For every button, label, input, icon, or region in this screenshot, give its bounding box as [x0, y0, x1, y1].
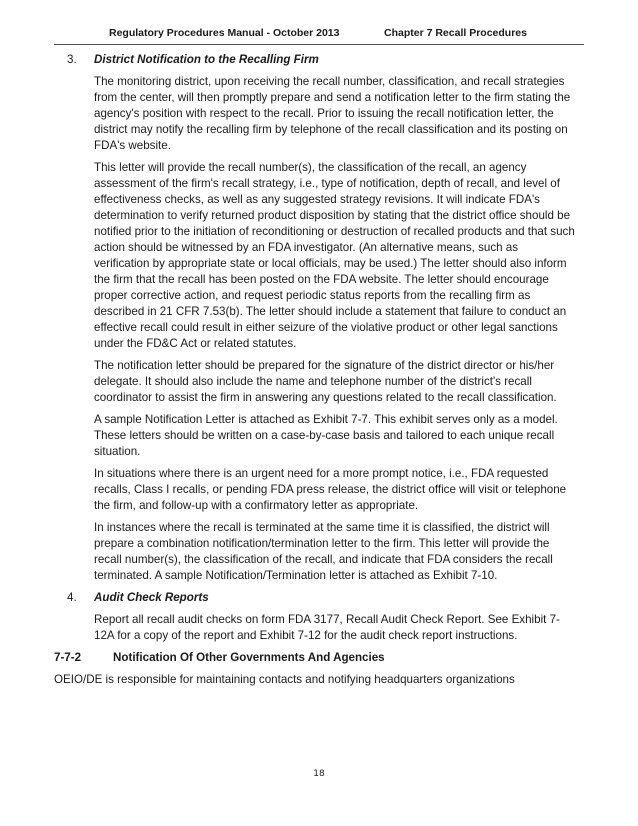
item-3-heading	[54, 52, 594, 68]
item-4-number: 4.	[67, 591, 77, 604]
section-heading	[54, 650, 594, 666]
page-header	[54, 27, 584, 43]
item-3-paragraph: This letter will provide the recall number(s), the classification of the recall, an agency assessment of the firm's recall strategy, i.e., type of notification, depth of recall, and level of effectiveness checks, as well as any suggested strategy revisions. It will indicate FDA's determination to verify returned product disposition by stating that the district office should be notified prior to the initiation of reconditioning or destruction of recalled products and that such action should be witnessed by an FDA investigator. (An alternative means, such as verification by appropriate state or local officials, may be used.) The letter should also inform the firm that the recall has been posted on the FDA website. The letter should encourage proper corrective action, and request periodic status reports from the recalling firm as described in 21 CFR 7.53(b). The letter should include a statement that failure to conduct an effective recall could result in either seizure of the violative product or other legal sanctions under the FD&C Act or related statutes.	[94, 161, 575, 350]
item-4-heading	[54, 590, 594, 606]
item-3-paragraph: The notification letter should be prepared for the signature of the district director or his/her delegate. It should also include the name and telephone number of the district's recall coordinator to assist the firm in answering any questions related to the recall classification.	[94, 359, 557, 404]
header-divider	[54, 44, 584, 45]
header-chapter-title: Chapter 7 Recall Procedures	[384, 27, 527, 39]
page-number: 18	[313, 769, 325, 779]
item-3-title: District Notification to the Recalling Firm	[94, 53, 319, 66]
header-manual-title: Regulatory Procedures Manual - October 2013	[109, 27, 340, 39]
section-number: 7-7-2	[54, 651, 82, 664]
item-3-paragraph: In instances where the recall is terminated at the same time it is classified, the district will prepare a combination notification/termination letter to the firm. This letter will provide the recall number(s), the classification of the recall, and indicate that FDA considers the recall terminated. A sample Notification/Termination letter is attached as Exhibit 7-10.	[94, 521, 553, 582]
document-body	[54, 52, 594, 688]
item-3-paragraph: In situations where there is an urgent need for a more prompt notice, i.e., FDA requested recalls, Class I recalls, or pending FDA press release, the district office will visit or telephone the firm, and follow-up with a confirmatory letter as appropriate.	[94, 467, 567, 512]
section-title: Notification Of Other Governments And Agencies	[113, 651, 385, 664]
item-4-title: Audit Check Reports	[94, 591, 209, 604]
item-3-paragraph: A sample Notification Letter is attached as Exhibit 7-7. This exhibit serves only as a model. These letters should be written on a case-by-case basis and tailored to each unique recall situation.	[94, 413, 558, 458]
item-4-paragraph: Report all recall audit checks on form FDA 3177, Recall Audit Check Report. See Exhibit 7-12A for a copy of the report and Exhibit 7-12 for the audit check report instructions.	[94, 613, 560, 642]
section-body-text: OEIO/DE is responsible for maintaining contacts and notifying headquarters organizations	[54, 673, 515, 686]
item-3-number: 3.	[67, 53, 77, 66]
item-3-paragraph: The monitoring district, upon receiving the recall number, classification, and recall strategies from the center, will then promptly prepare and send a notification letter to the firm stating the agency's position with respect to the recall. Prior to issuing the recall notification letter, the district may notify the recalling firm by telephone of the recall classification and its posting on FDA's website.	[94, 75, 571, 152]
